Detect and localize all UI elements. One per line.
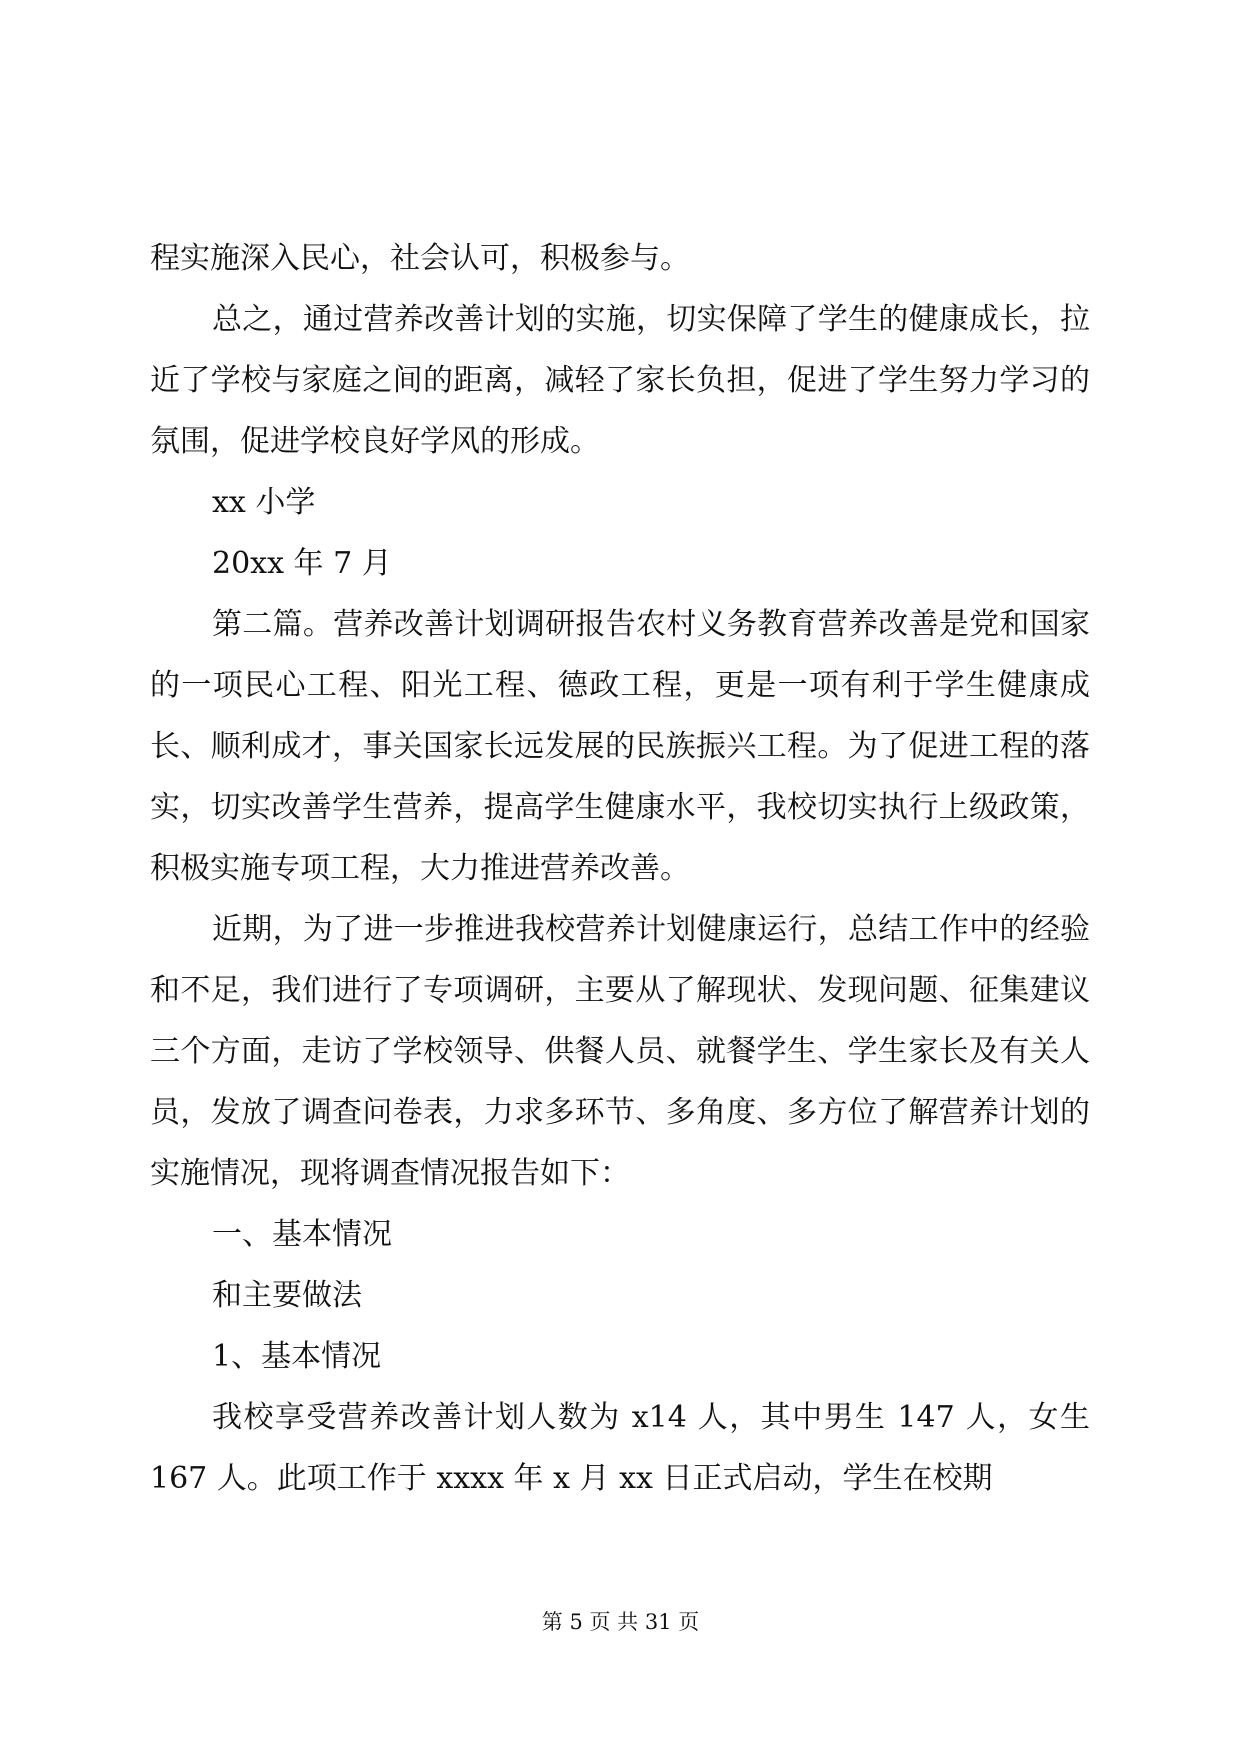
- body-text: [150, 228, 1090, 1509]
- page-footer: 第 5 页 共 31 页: [541, 1610, 700, 1634]
- paragraph-part-two: 第二篇。营养改善计划调研报告农村义务教育营养改善是党和国家的一项民心工程、阳光工程、德政工程，更是一项有利于学生健康成长、顺利成才，事关国家长远发展的民族振兴工程。为了促进工程的落实，切实改善学生营养，提高学生健康水平，我校切实执行上级政策，积极实施专项工程，大力推进营养改善。: [150, 607, 1090, 886]
- paragraph-1: 程实施深入民心，社会认可，积极参与。: [150, 241, 690, 276]
- signature-date: 20xx 年 7 月: [212, 546, 392, 581]
- heading-main-practices: 和主要做法: [212, 1278, 362, 1313]
- paragraph-enrollment: 我校享受营养改善计划人数为 x14 人，其中男生 147 人，女生 167 人。此项工作于 xxxx 年 x 月 xx 日正式启动，学生在校期: [150, 1400, 1090, 1496]
- subheading-basic-situation: 1、基本情况: [212, 1339, 382, 1374]
- heading-basic-situation: 一、基本情况: [212, 1217, 392, 1252]
- signature-school: xx 小学: [212, 485, 316, 520]
- paragraph-2: 总之，通过营养改善计划的实施，切实保障了学生的健康成长，拉近了学校与家庭之间的距离，减轻了家长负担，促进了学生努力学习的氛围，促进学校良好学风的形成。: [150, 302, 1090, 459]
- paragraph-recent: 近期，为了进一步推进我校营养计划健康运行，总结工作中的经验和不足，我们进行了专项调研，主要从了解现状、发现问题、征集建议三个方面，走访了学校领导、供餐人员、就餐学生、学生家长及有关人员，发放了调查问卷表，力求多环节、多角度、多方位了解营养计划的实施情况，现将调查情况报告如下：: [150, 912, 1090, 1191]
